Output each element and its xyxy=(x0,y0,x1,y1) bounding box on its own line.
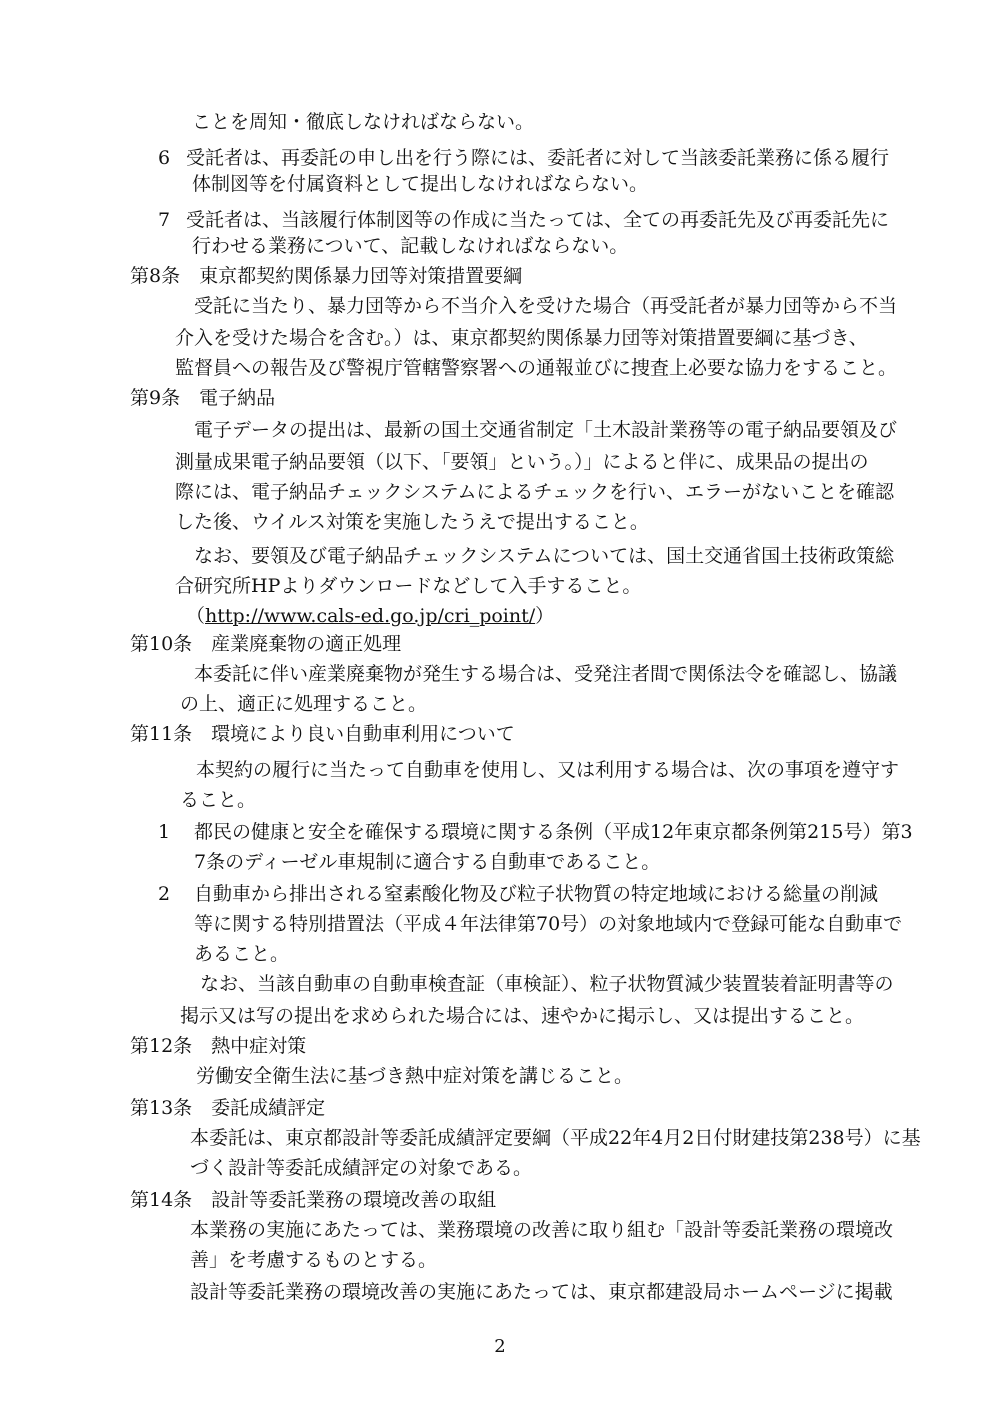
body-text: 等に関する特別措置法（平成４年法律第70号）の対象地域内で登録可能な自動車で xyxy=(194,913,903,935)
list-item xyxy=(158,820,913,844)
item-number: 6 xyxy=(158,147,171,169)
body-text: 本契約の履行に当たって自動車を使用し、又は利用する場合は、次の事項を遵守す xyxy=(196,759,900,781)
item-number: 1 xyxy=(158,821,171,843)
list-item xyxy=(158,882,878,906)
item-number: 2 xyxy=(158,883,171,905)
body-text: 行わせる業務について、記載しなければならない。 xyxy=(192,235,629,257)
body-text: の上、適正に処理すること。 xyxy=(180,693,428,715)
body-text: 受託に当たり、暴力団等から不当介入を受けた場合（再受託者が暴力団等から不当 xyxy=(194,295,898,317)
body-text: 本委託に伴い産業廃棄物が発生する場合は、受発注者間で関係法令を確認し、協議 xyxy=(194,663,898,685)
body-text: 体制図等を付属資料として提出しなければならない。 xyxy=(192,173,649,195)
body-text: 電子データの提出は、最新の国土交通省制定「土木設計業務等の電子納品要領及び xyxy=(194,419,898,441)
page-number: 2 xyxy=(494,1336,506,1357)
body-text: 労働安全衛生法に基づき熱中症対策を講じること。 xyxy=(196,1065,634,1087)
item-text: 自動車から排出される窒素酸化物及び粒子状物質の特定地域における総量の削減 xyxy=(194,883,879,905)
body-text: 善」を考慮するものとする。 xyxy=(190,1249,438,1271)
article-heading: 第14条 設計等委託業務の環境改善の取組 xyxy=(130,1189,497,1211)
body-text: 合研究所HPよりダウンロードなどして入手すること。 xyxy=(175,575,642,597)
body-text: ことを周知・徹底しなければならない。 xyxy=(192,111,535,133)
close-paren: ） xyxy=(535,605,555,627)
item-text: 受託者は、再委託の申し出を行う際には、委託者に対して当該委託業務に係る履行 xyxy=(186,147,890,169)
list-item xyxy=(158,208,889,232)
article-heading: 第9条 電子納品 xyxy=(130,387,276,409)
article-heading: 第11条 環境により良い自動車利用について xyxy=(130,723,515,745)
body-text: 7条のディーゼル車規制に適合する自動車であること。 xyxy=(194,851,661,873)
body-text: づく設計等委託成績評定の対象である。 xyxy=(190,1157,533,1179)
cals-url-link[interactable]: http://www.cals-ed.go.jp/cri_point/ xyxy=(205,605,536,627)
body-text: 設計等委託業務の環境改善の実施にあたっては、東京都建設局ホームページに掲載 xyxy=(190,1281,893,1303)
body-text: 介入を受けた場合を含む。）は、東京都契約関係暴力団等対策措置要綱に基づき、 xyxy=(175,327,868,349)
body-text: あること。 xyxy=(194,943,290,965)
article-heading: 第10条 産業廃棄物の適正処理 xyxy=(130,633,402,655)
list-item xyxy=(158,146,889,170)
item-number: 7 xyxy=(158,209,171,231)
open-paren: （ xyxy=(186,605,206,627)
body-text: 監督員への報告及び警視庁管轄警察署への通報並びに捜査上必要な協力をすること。 xyxy=(175,357,898,379)
body-text: ること。 xyxy=(180,789,257,811)
body-text: 際には、電子納品チェックシステムによるチェックを行い、エラーがないことを確認 xyxy=(175,481,894,503)
body-text: した後、ウイルス対策を実施したうえで提出すること。 xyxy=(175,511,649,533)
body-text: なお、当該自動車の自動車検査証（車検証）、粒子状物質減少装置装着証明書等の xyxy=(200,973,894,995)
item-text: 受託者は、当該履行体制図等の作成に当たっては、全ての再委託先及び再委託先に xyxy=(186,209,890,231)
body-text: 本委託は、東京都設計等委託成績評定要綱（平成22年4月2日付財建技第238号）に基 xyxy=(190,1127,921,1149)
article-heading: 第8条 東京都契約関係暴力団等対策措置要綱 xyxy=(130,265,523,287)
body-text: 本業務の実施にあたっては、業務環境の改善に取り組む「設計等委託業務の環境改 xyxy=(190,1219,894,1241)
item-text: 都民の健康と安全を確保する環境に関する条例（平成12年東京都条例第215号）第3 xyxy=(194,821,913,843)
article-heading: 第12条 熱中症対策 xyxy=(130,1035,307,1057)
url-line xyxy=(186,604,554,628)
body-text: 測量成果電子納品要領（以下、「要領」という。）」によると伴に、成果品の提出の xyxy=(175,451,869,473)
body-text: 掲示又は写の提出を求められた場合には、速やかに掲示し、又は提出すること。 xyxy=(180,1005,865,1027)
body-text: なお、要領及び電子納品チェックシステムについては、国土交通省国土技術政策総 xyxy=(194,545,895,567)
article-heading: 第13条 委託成績評定 xyxy=(130,1097,326,1119)
